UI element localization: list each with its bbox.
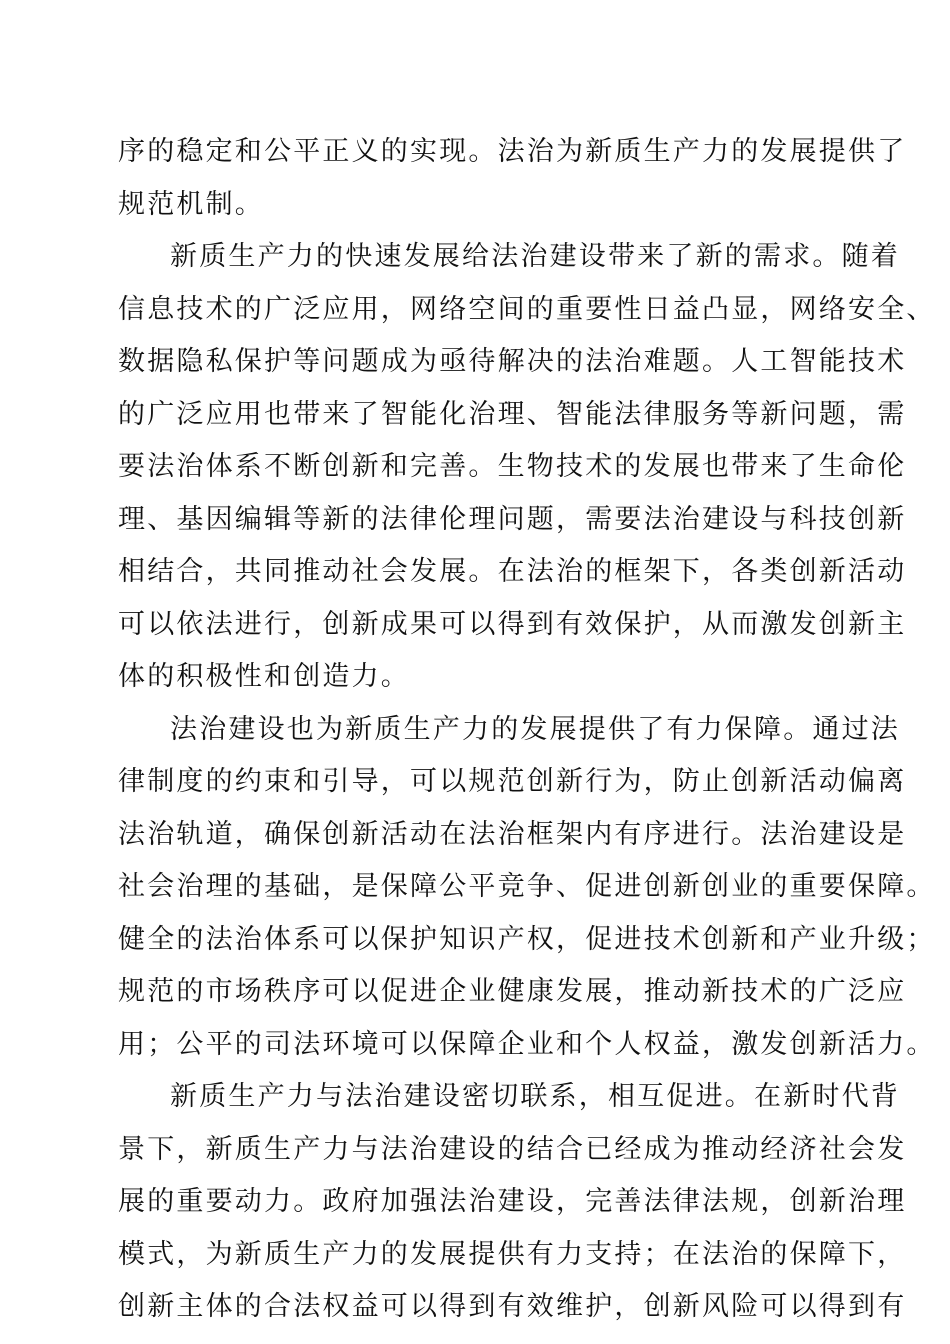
text-line: 规范的市场秩序可以促进企业健康发展，推动新技术的广泛应 [118, 976, 907, 1007]
text-line: 律制度的约束和引导，可以规范创新行为，防止创新活动偏离 [118, 766, 907, 797]
text-line: 信息技术的广泛应用，网络空间的重要性日益凸显，网络安全、 [118, 294, 936, 325]
text-line: 用；公平的司法环境可以保障企业和个人权益，激发创新活力。 [118, 1029, 936, 1060]
text-line: 模式，为新质生产力的发展提供有力支持；在法治的保障下， [118, 1239, 907, 1270]
text-line: 序的稳定和公平正义的实现。法治为新质生产力的发展提供了 [118, 136, 907, 167]
text-line: 健全的法治体系可以保护知识产权，促进技术创新和产业升级； [118, 924, 936, 955]
text-line: 数据隐私保护等问题成为亟待解决的法治难题。人工智能技术 [118, 346, 907, 377]
text-line: 展的重要动力。政府加强法治建设，完善法律法规，创新治理 [118, 1186, 907, 1217]
text-line: 法治轨道，确保创新活动在法治框架内有序进行。法治建设是 [118, 819, 907, 850]
paragraph-first-line: 新质生产力的快速发展给法治建设带来了新的需求。随着 [170, 241, 900, 272]
text-line: 相结合，共同推动社会发展。在法治的框架下，各类创新活动 [118, 556, 907, 587]
text-line: 的广泛应用也带来了智能化治理、智能法律服务等新问题，需 [118, 399, 907, 430]
text-line: 社会治理的基础，是保障公平竞争、促进创新创业的重要保障。 [118, 871, 936, 902]
text-line: 要法治体系不断创新和完善。生物技术的发展也带来了生命伦 [118, 451, 907, 482]
text-line: 体的积极性和创造力。 [118, 661, 410, 692]
text-line: 规范机制。 [118, 189, 264, 220]
paragraph-first-line: 新质生产力与法治建设密切联系，相互促进。在新时代背 [170, 1081, 900, 1112]
text-line: 景下，新质生产力与法治建设的结合已经成为推动经济社会发 [118, 1134, 907, 1165]
text-line: 可以依法进行，创新成果可以得到有效保护，从而激发创新主 [118, 609, 907, 640]
text-line: 创新主体的合法权益可以得到有效维护，创新风险可以得到有 [118, 1291, 907, 1322]
text-line: 理、基因编辑等新的法律伦理问题，需要法治建设与科技创新 [118, 504, 907, 535]
paragraph-first-line: 法治建设也为新质生产力的发展提供了有力保障。通过法 [170, 714, 900, 745]
